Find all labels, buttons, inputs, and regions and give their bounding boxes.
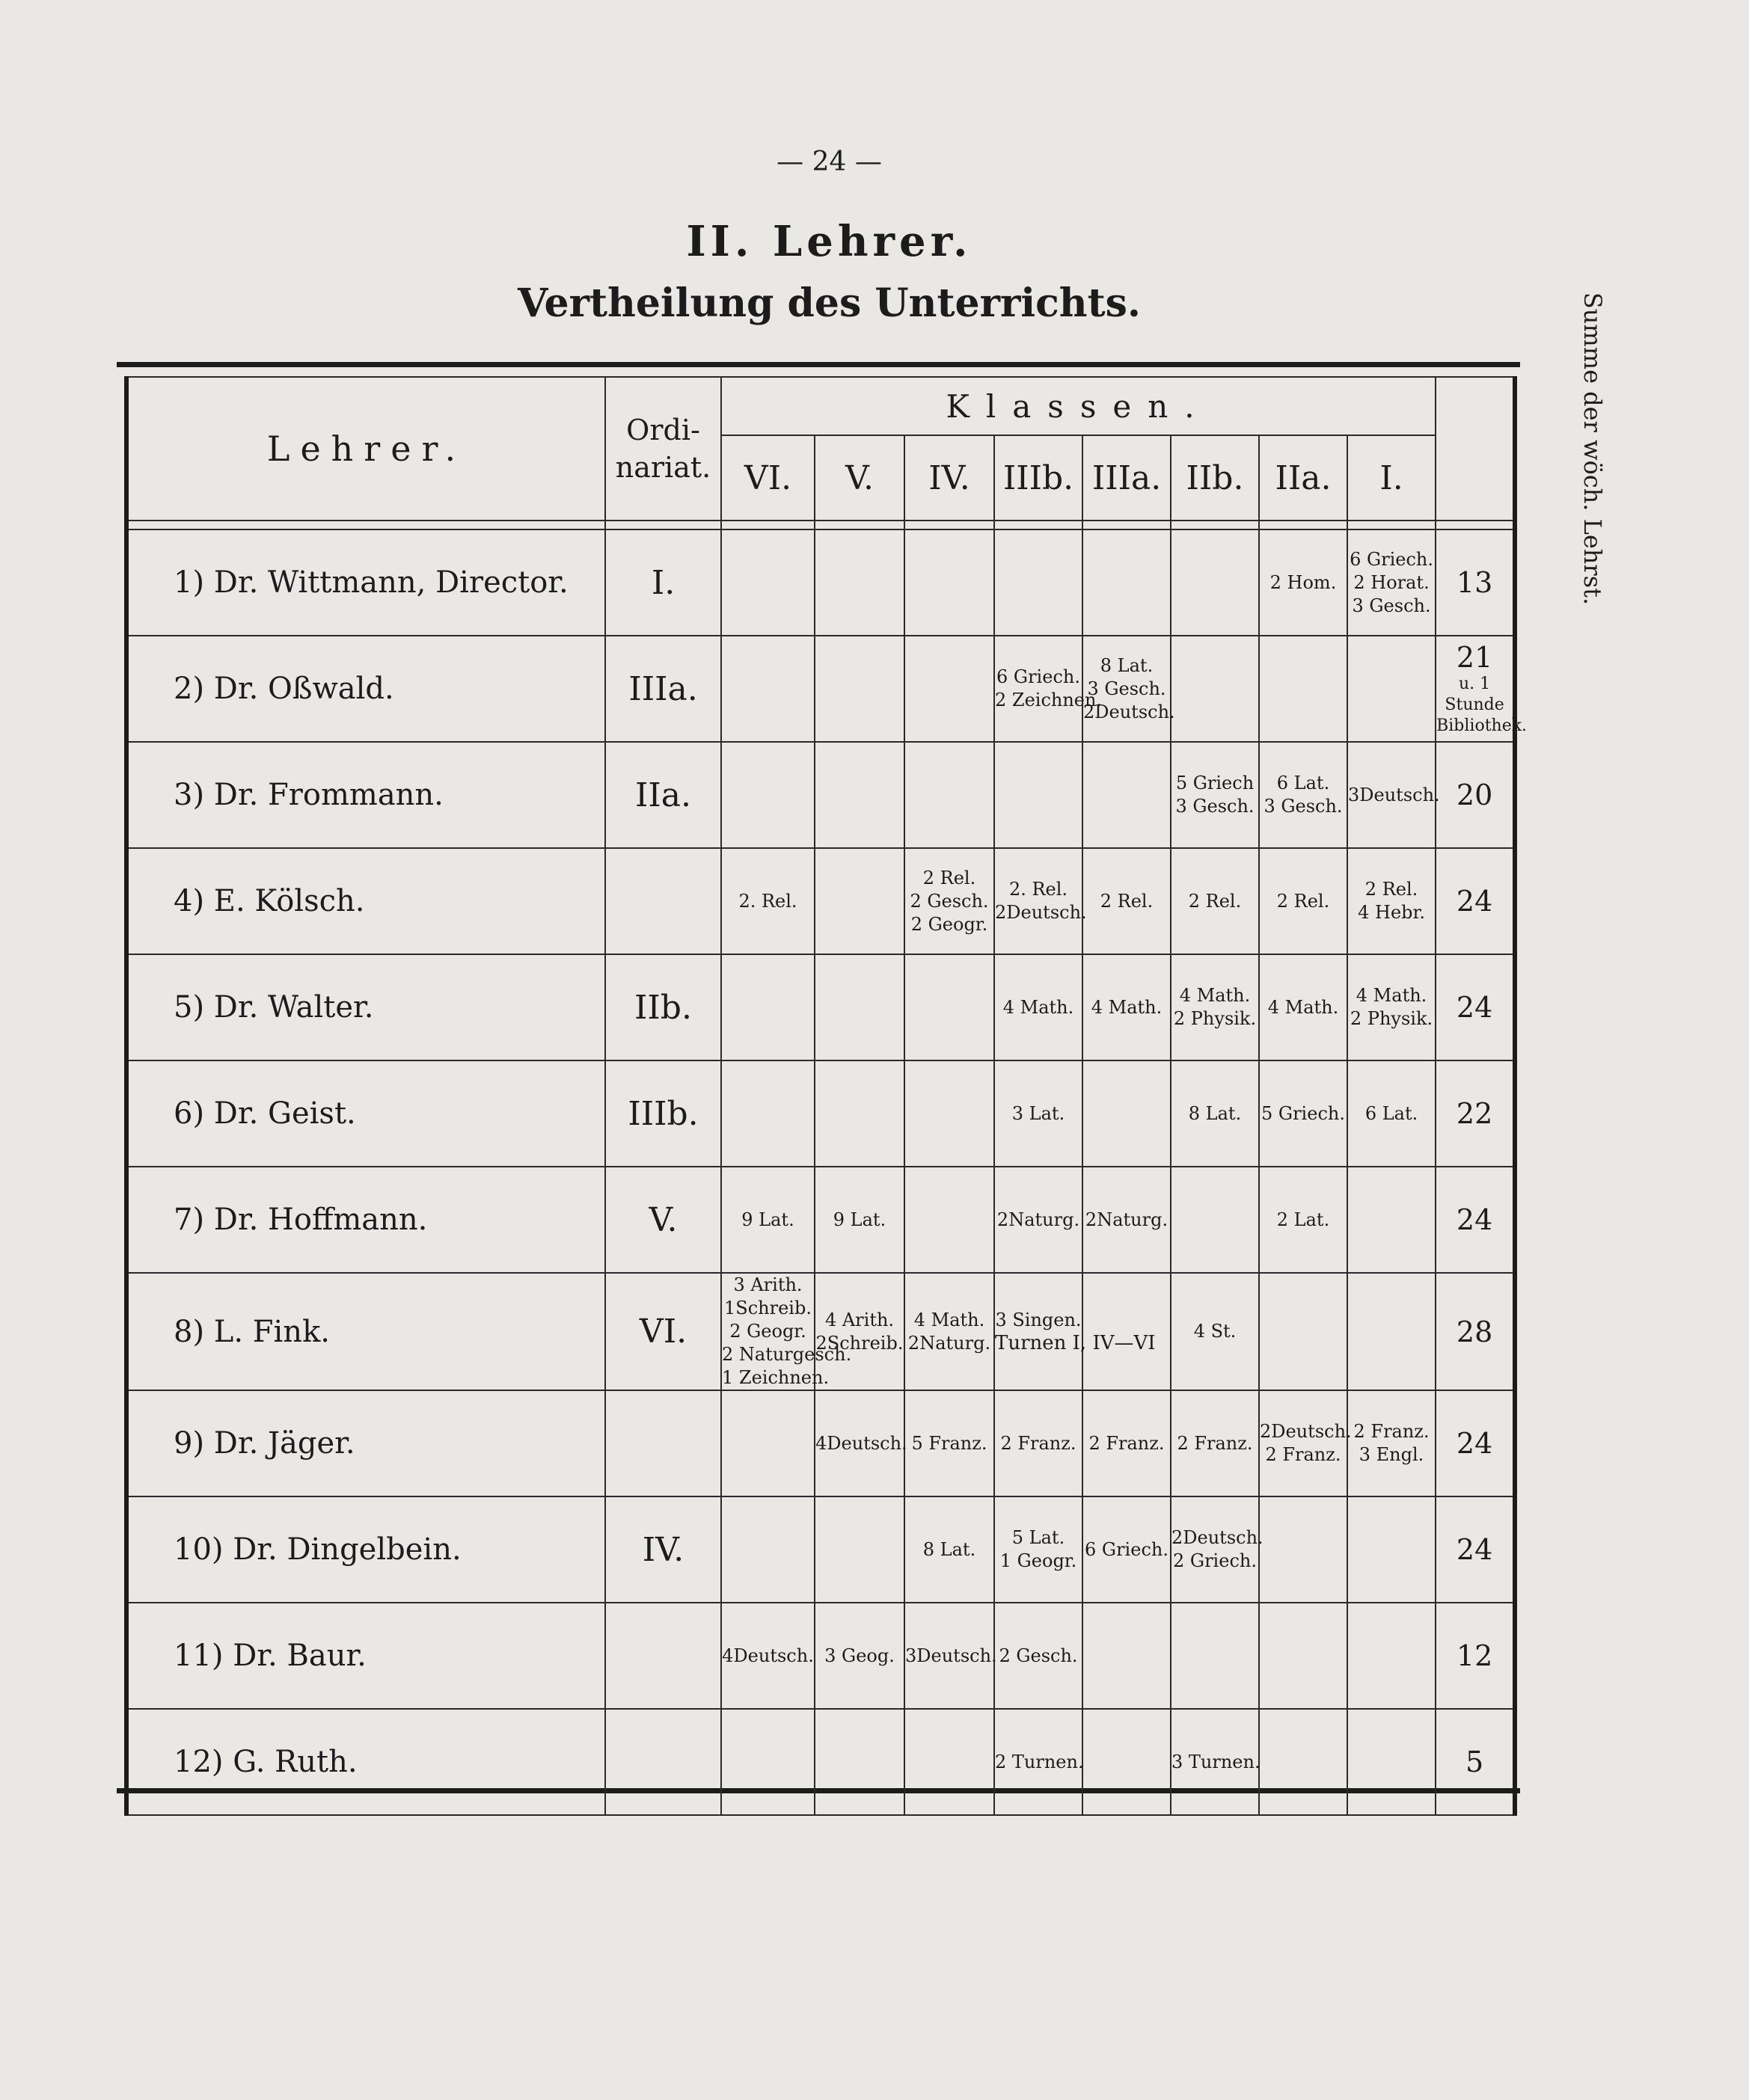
weekly-hours-total	[1436, 1060, 1515, 1167]
lesson-cell	[1171, 1060, 1259, 1167]
lesson-cell	[994, 1167, 1082, 1273]
lesson-cell	[1259, 636, 1347, 742]
header-class: I.	[1347, 435, 1436, 521]
lesson-cell	[994, 1060, 1082, 1167]
lesson-cell	[1082, 529, 1171, 636]
lesson-cell	[904, 848, 994, 954]
lesson-cell	[1082, 1496, 1171, 1603]
lesson-entry: 5 Griech.	[1261, 1102, 1345, 1124]
lesson-cell	[815, 954, 904, 1060]
lesson-entry: 5 Lat.	[1011, 1527, 1065, 1548]
lesson-entry: 2 Franz.	[1088, 1432, 1165, 1454]
lesson-cell	[1259, 1603, 1347, 1709]
weekly-hours-total	[1436, 742, 1515, 848]
lesson-cell	[904, 954, 994, 1060]
lesson-entry: 3 Gesch.	[1263, 796, 1343, 817]
weekly-hours-total	[1436, 636, 1528, 742]
lesson-entry: 1Schreib.	[724, 1298, 812, 1318]
lesson-cell	[1259, 1167, 1347, 1273]
ordinariat-class: I.	[605, 529, 721, 636]
lesson-entry: 4 Math.	[1356, 985, 1427, 1006]
weekly-hours-total	[1436, 1496, 1515, 1603]
total-value: 22	[1456, 1097, 1493, 1130]
lesson-entry: 2 Rel.	[922, 867, 976, 888]
ordinariat-class	[605, 848, 721, 954]
lesson-cell	[1171, 742, 1259, 848]
lesson-entry: 2Naturg.	[996, 1209, 1080, 1230]
lesson-cell	[1171, 954, 1259, 1060]
header-class: IV.	[904, 435, 994, 521]
ordinariat-class	[605, 1603, 721, 1709]
lesson-cell	[1259, 1273, 1347, 1390]
lesson-cell	[904, 742, 994, 848]
lesson-cell	[1259, 848, 1347, 954]
weekly-hours-total	[1436, 1167, 1515, 1273]
lesson-entry: 3 Gesch.	[1352, 595, 1431, 616]
teacher-row	[126, 1709, 1515, 1815]
lesson-entry: 2 Franz.	[1265, 1444, 1341, 1465]
teacher-name: 5) Dr. Walter.	[126, 954, 605, 1060]
header-ordinariat	[605, 377, 721, 521]
lesson-cell	[721, 1709, 815, 1815]
lesson-entry: 3 Singen.	[995, 1309, 1082, 1330]
lesson-cell	[1082, 848, 1171, 954]
lesson-cell	[1347, 1060, 1436, 1167]
header-ordinariat-line: Ordi-	[626, 414, 700, 446]
lesson-entry: 8 Lat.	[1188, 1102, 1242, 1124]
header-summe-text: Summe der wöch. Lehrst.	[1578, 292, 1608, 606]
lesson-cell	[904, 1060, 994, 1167]
teacher-row	[126, 742, 1515, 848]
lesson-entry: 2 Geogr.	[729, 1321, 806, 1342]
lesson-cell	[721, 954, 815, 1060]
lesson-cell	[1171, 1603, 1259, 1709]
teacher-row	[126, 529, 1515, 636]
lesson-cell	[815, 1060, 904, 1167]
weekly-hours-total	[1436, 848, 1515, 954]
teacher-row	[126, 954, 1515, 1060]
lesson-entry: 9 Lat.	[833, 1209, 886, 1230]
lesson-entry: 3 Turnen.	[1171, 1751, 1261, 1772]
lesson-cell	[1082, 1709, 1171, 1815]
lesson-entry: 4 Math.	[1179, 985, 1251, 1006]
lesson-cell	[815, 848, 904, 954]
ordinariat-class: IIIa.	[605, 636, 721, 742]
lesson-entry: 8 Lat.	[1100, 654, 1154, 676]
lesson-cell	[1082, 742, 1171, 848]
lesson-cell	[815, 742, 904, 848]
lesson-cell	[1347, 636, 1436, 742]
lesson-cell	[1259, 1709, 1347, 1815]
lesson-entry: 2 Zeichnen.	[995, 690, 1103, 710]
teacher-rows	[126, 529, 1528, 1815]
section-subtitle: Vertheilung des Unterrichts.	[517, 280, 1142, 326]
lesson-cell	[1082, 636, 1175, 742]
lesson-entry: 4 Math.	[1002, 996, 1074, 1018]
lesson-cell	[1259, 954, 1347, 1060]
lesson-entry: 2 Horat.	[1353, 571, 1430, 593]
total-value: 21	[1456, 641, 1493, 674]
lesson-cell	[994, 742, 1082, 848]
header-class: IIIb.	[994, 435, 1082, 521]
ordinariat-class: V.	[605, 1167, 721, 1273]
lesson-cell	[721, 742, 815, 848]
header-class: IIb.	[1171, 435, 1259, 521]
lesson-cell	[721, 1273, 852, 1390]
teacher-name: 11) Dr. Baur.	[126, 1603, 605, 1709]
lesson-cell	[1171, 1496, 1263, 1603]
header-class: V.	[815, 435, 904, 521]
teacher-name: 7) Dr. Hoffmann.	[126, 1167, 605, 1273]
lesson-entry: 2Deutsch.	[1260, 1421, 1352, 1442]
lesson-entry: 2 Griech.	[1173, 1550, 1257, 1571]
header-class: IIIa.	[1082, 435, 1171, 521]
lesson-cell	[1259, 742, 1347, 848]
header-separator	[126, 521, 1515, 529]
lesson-cell	[994, 848, 1087, 954]
ordinariat-class	[605, 1709, 721, 1815]
lesson-cell	[994, 1496, 1082, 1603]
lesson-entry: 2Naturg.	[907, 1332, 991, 1354]
teacher-name: 9) Dr. Jäger.	[126, 1390, 605, 1496]
teacher-row	[126, 1603, 1515, 1709]
lesson-entry: 3 Lat.	[1011, 1102, 1065, 1124]
lesson-entry: 4 Math.	[913, 1309, 985, 1330]
total-value: 24	[1456, 1203, 1493, 1236]
lesson-entry: 2Deutsch.	[1083, 701, 1175, 722]
lesson-entry: 2Deutsch.	[995, 902, 1087, 923]
lesson-cell	[904, 1167, 994, 1273]
lesson-entry: 4 Math.	[1091, 996, 1163, 1018]
lesson-cell	[1347, 954, 1436, 1060]
lesson-entry: 6 Griech.	[1085, 1538, 1168, 1560]
turnen-span-label: Turnen I, IV—VI	[995, 1331, 1156, 1354]
lesson-entry: 4 St.	[1193, 1321, 1237, 1342]
lesson-entry: 2Schreib.	[815, 1332, 904, 1354]
teacher-row	[126, 1496, 1515, 1603]
weekly-hours-total	[1436, 529, 1515, 636]
teacher-row	[126, 1060, 1515, 1167]
lesson-entry: 5 Franz.	[911, 1432, 987, 1454]
lesson-cell	[1171, 1709, 1259, 1815]
section-title: II. Lehrer.	[686, 217, 972, 266]
lesson-cell	[721, 1603, 815, 1709]
lesson-cell	[1082, 1167, 1171, 1273]
teacher-name: 2) Dr. Oßwald.	[126, 636, 605, 742]
teacher-name: 4) E. Kölsch.	[126, 848, 605, 954]
lesson-cell	[1259, 1496, 1347, 1603]
total-value: 24	[1456, 1427, 1493, 1460]
lesson-entry: 2 Franz.	[1177, 1432, 1253, 1454]
lesson-cell	[1347, 848, 1436, 954]
lesson-entry: 2 Physik.	[1173, 1008, 1257, 1029]
lesson-entry: 3 Geog.	[824, 1645, 895, 1666]
teacher-row	[126, 848, 1515, 954]
lesson-entry: 2Deutsch.	[1171, 1527, 1263, 1548]
lesson-cell	[1347, 1496, 1436, 1603]
lesson-entry: 3 Gesch.	[1175, 796, 1255, 817]
lesson-cell	[1259, 1390, 1352, 1496]
lesson-entry: 2 Rel.	[1188, 890, 1242, 912]
lesson-cell	[721, 848, 815, 954]
lesson-cell	[1171, 1167, 1259, 1273]
total-value: 24	[1456, 885, 1493, 918]
lesson-entry: 2 Turnen.	[995, 1751, 1084, 1772]
total-note: Bibliothek.	[1436, 716, 1528, 735]
lesson-cell	[721, 529, 815, 636]
lesson-entry: 8 Lat.	[922, 1538, 976, 1560]
lesson-entry: 1 Geogr.	[999, 1550, 1077, 1571]
lesson-entry: 2 Franz.	[1353, 1421, 1430, 1442]
lesson-cell	[1347, 1709, 1436, 1815]
lesson-cell	[1347, 1167, 1436, 1273]
lesson-cell	[1082, 954, 1171, 1060]
total-value: 24	[1456, 991, 1493, 1024]
lesson-cell	[721, 1167, 815, 1273]
lesson-entry: 6 Lat.	[1364, 1102, 1418, 1124]
lesson-cell	[994, 954, 1082, 1060]
teacher-row	[126, 1273, 1515, 1390]
lesson-entry: 5 Griech	[1175, 773, 1255, 793]
lesson-cell	[904, 1709, 994, 1815]
lesson-entry: 4 Math.	[1267, 996, 1339, 1018]
lesson-cell	[721, 636, 815, 742]
lesson-cell	[994, 1390, 1082, 1496]
ordinariat-class: IIa.	[605, 742, 721, 848]
lesson-entry: 3 Arith.	[733, 1274, 803, 1295]
teacher-name: 6) Dr. Geist.	[126, 1060, 605, 1167]
lesson-cell	[994, 636, 1103, 742]
lesson-entry: 6 Griech.	[1350, 548, 1434, 570]
lesson-cell	[1259, 1060, 1347, 1167]
lesson-cell	[1171, 636, 1259, 742]
lesson-cell	[815, 1496, 904, 1603]
lesson-entry: 3Deutsch.	[905, 1645, 997, 1666]
total-value: 20	[1456, 779, 1493, 811]
lesson-cell	[815, 1709, 904, 1815]
lesson-cell	[1082, 1060, 1171, 1167]
lesson-entry: 1 Zeichnen.	[722, 1367, 830, 1388]
page-number: — 24 —	[777, 147, 882, 177]
total-value: 5	[1465, 1746, 1484, 1778]
header-class: VI.	[721, 435, 815, 521]
lesson-entry: 2 Franz.	[1000, 1432, 1076, 1454]
lesson-cell	[815, 636, 904, 742]
teacher-name: 10) Dr. Dingelbein.	[126, 1496, 605, 1603]
lesson-entry: 3Deutsch.	[1348, 784, 1440, 805]
lesson-cell	[904, 1603, 997, 1709]
lesson-cell	[815, 1603, 904, 1709]
teacher-name: 12) G. Ruth.	[126, 1709, 605, 1815]
lesson-entry: 3 Engl.	[1359, 1444, 1424, 1465]
weekly-hours-total	[1436, 1390, 1515, 1496]
lesson-cell	[1347, 1390, 1436, 1496]
total-value: 13	[1456, 566, 1493, 599]
lesson-cell	[904, 529, 994, 636]
total-value: 24	[1456, 1533, 1493, 1566]
header-ordinariat-line: nariat.	[615, 451, 711, 484]
lesson-entry: 2 Rel.	[1100, 890, 1154, 912]
lesson-cell	[904, 636, 994, 742]
ordinariat-class	[605, 1390, 721, 1496]
lesson-cell	[904, 1390, 994, 1496]
ordinariat-class: IV.	[605, 1496, 721, 1603]
lesson-cell	[721, 1390, 815, 1496]
lesson-entry: 2 Lat.	[1276, 1209, 1330, 1230]
lesson-cell	[721, 1060, 815, 1167]
header-class: IIa.	[1259, 435, 1347, 521]
lesson-entry: 4Deutsch.	[722, 1645, 814, 1666]
ordinariat-class: IIIb.	[605, 1060, 721, 1167]
lesson-entry: 2 Rel.	[1364, 879, 1418, 900]
lesson-cell	[815, 1390, 907, 1496]
lesson-entry: 4Deutsch.	[815, 1432, 907, 1454]
weekly-hours-total	[1436, 1709, 1515, 1815]
lesson-cell	[1171, 529, 1259, 636]
lesson-entry: 2 Gesch.	[999, 1645, 1078, 1666]
lesson-cell	[994, 1273, 1156, 1390]
lesson-cell	[721, 1496, 815, 1603]
lesson-cell	[815, 1167, 904, 1273]
lesson-entry: 2. Rel.	[738, 890, 797, 912]
lesson-cell	[904, 1273, 994, 1390]
lesson-entry: 2 Physik.	[1350, 1008, 1433, 1029]
lesson-cell	[815, 529, 904, 636]
weekly-hours-total	[1436, 954, 1515, 1060]
header-lehrer: Lehrer.	[126, 377, 605, 521]
lesson-cell	[1171, 848, 1259, 954]
total-value: 12	[1456, 1639, 1493, 1672]
lesson-entry: 4 Arith.	[824, 1309, 895, 1330]
ordinariat-class: VI.	[605, 1273, 721, 1390]
lesson-cell	[904, 1496, 994, 1603]
lesson-cell	[1171, 1390, 1259, 1496]
total-note: u. 1 Stunde	[1445, 675, 1504, 714]
lesson-entry: 2. Rel.	[1008, 879, 1068, 900]
lesson-entry: 2 Geogr.	[910, 913, 988, 935]
lesson-entry: 4 Hebr.	[1358, 902, 1425, 923]
lesson-entry: 2 Hom.	[1269, 571, 1337, 593]
lesson-cell	[1259, 529, 1347, 636]
teacher-name: 8) L. Fink.	[126, 1273, 605, 1390]
lesson-entry: 2 Rel.	[1276, 890, 1330, 912]
teacher-row	[126, 1390, 1515, 1496]
lesson-cell	[994, 1603, 1082, 1709]
lesson-cell	[1082, 1390, 1171, 1496]
teacher-row	[126, 636, 1515, 742]
lesson-entry: 3 Gesch.	[1087, 678, 1166, 699]
lesson-cell	[1082, 1603, 1171, 1709]
lesson-entry: 9 Lat.	[741, 1209, 794, 1230]
lesson-cell	[1171, 1273, 1259, 1390]
lesson-entry: 2Naturg.	[1085, 1209, 1168, 1230]
teacher-name: 3) Dr. Frommann.	[126, 742, 605, 848]
teacher-name: 1) Dr. Wittmann, Director.	[126, 529, 605, 636]
ordinariat-class: IIb.	[605, 954, 721, 1060]
lesson-entry: 2 Naturgesch.	[722, 1344, 852, 1365]
lesson-cell	[994, 1709, 1082, 1815]
lesson-cell	[1347, 1273, 1436, 1390]
weekly-hours-total	[1436, 1273, 1515, 1390]
lesson-entry: 2 Gesch.	[910, 890, 989, 912]
lesson-cell	[1347, 1603, 1436, 1709]
lesson-cell	[994, 529, 1082, 636]
teacher-row	[126, 1167, 1515, 1273]
lesson-cell	[1347, 529, 1436, 636]
lesson-entry: 6 Lat.	[1276, 773, 1330, 793]
lesson-entry: 6 Griech.	[996, 666, 1080, 687]
lesson-cell	[1347, 742, 1440, 848]
total-value: 28	[1456, 1315, 1493, 1348]
weekly-hours-total	[1436, 1603, 1515, 1709]
header-klassen: Klassen.	[721, 377, 1436, 435]
